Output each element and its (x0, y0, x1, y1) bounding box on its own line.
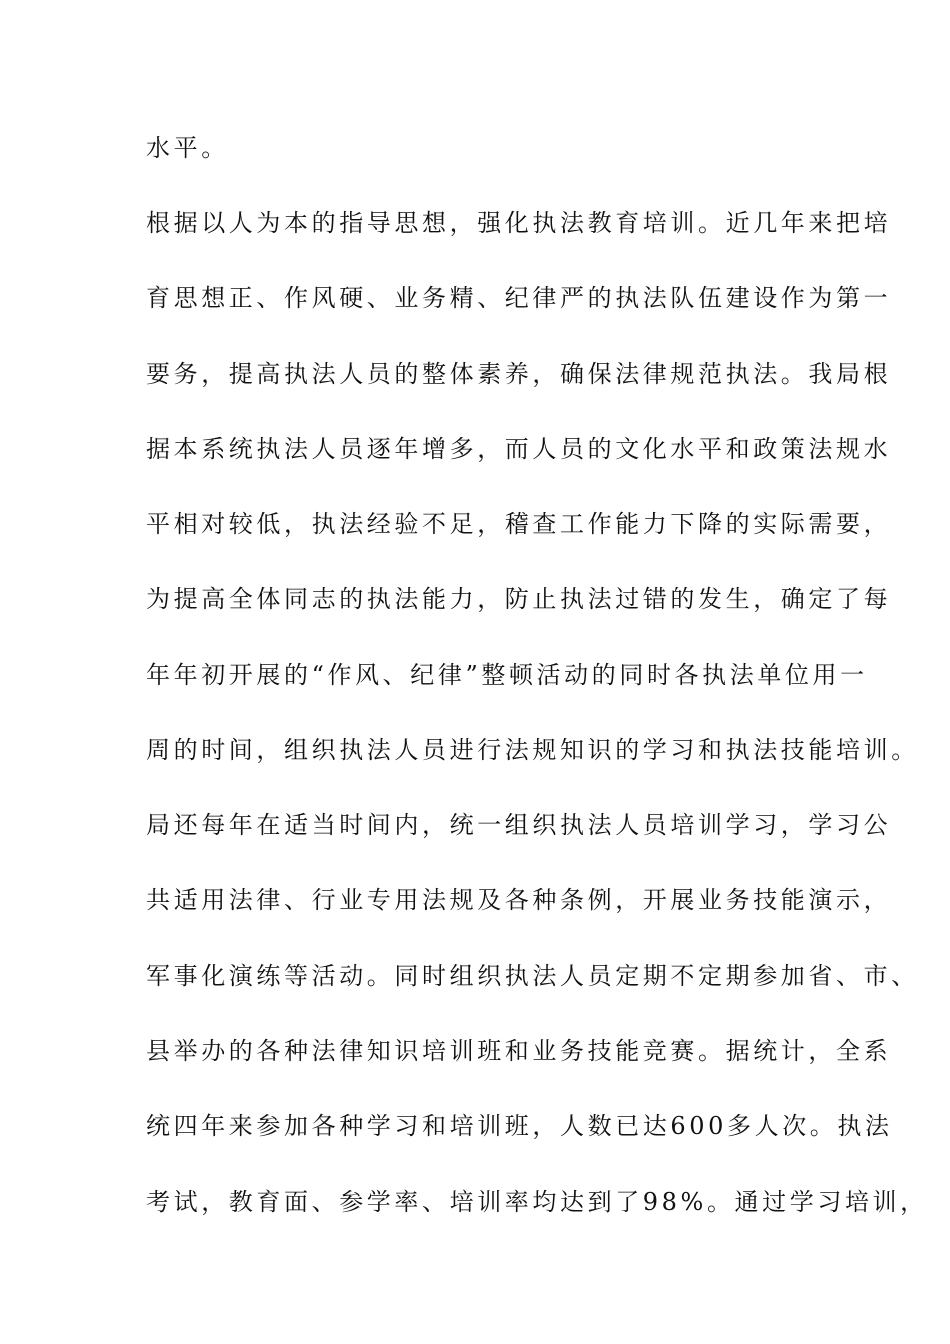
text-line: 共适用法律、行业专用法规及各种条例，开展业务技能演示， (146, 886, 892, 914)
text-line: 水平。 (146, 134, 229, 162)
text-line: 年年初开展的“作风、纪律”整顿活动的同时各执法单位用一 (146, 661, 868, 689)
text-line: 据本系统执法人员逐年增多，而人员的文化水平和政策法规水 (146, 435, 892, 463)
text-line: 育思想正、作风硬、业务精、纪律严的执法队伍建设作为第一 (146, 284, 892, 312)
text-line: 军事化演练等活动。同时组织执法人员定期不定期参加省、市、 (146, 962, 919, 990)
text-line: 县举办的各种法律知识培训班和业务技能竞赛。据统计，全系 (146, 1037, 892, 1065)
text-line: 考试，教育面、参学率、培训率均达到了98%。通过学习培训， (146, 1188, 928, 1216)
text-line: 局还每年在适当时间内，统一组织执法人员培训学习，学习公 (146, 811, 892, 839)
text-line: 要务，提高执法人员的整体素养，确保法律规范执法。我局根 (146, 360, 892, 388)
text-line: 周的时间，组织执法人员进行法规知识的学习和执法技能培训。 (146, 736, 919, 764)
text-line: 根据以人为本的指导思想，强化执法教育培训。近几年来把培 (146, 209, 892, 237)
text-line: 平相对较低，执法经验不足，稽查工作能力下降的实际需要， (146, 510, 892, 538)
text-line: 为提高全体同志的执法能力，防止执法过错的发生，确定了每 (146, 585, 892, 613)
text-line: 统四年来参加各种学习和培训班，人数已达600多人次。执法 (146, 1112, 893, 1140)
